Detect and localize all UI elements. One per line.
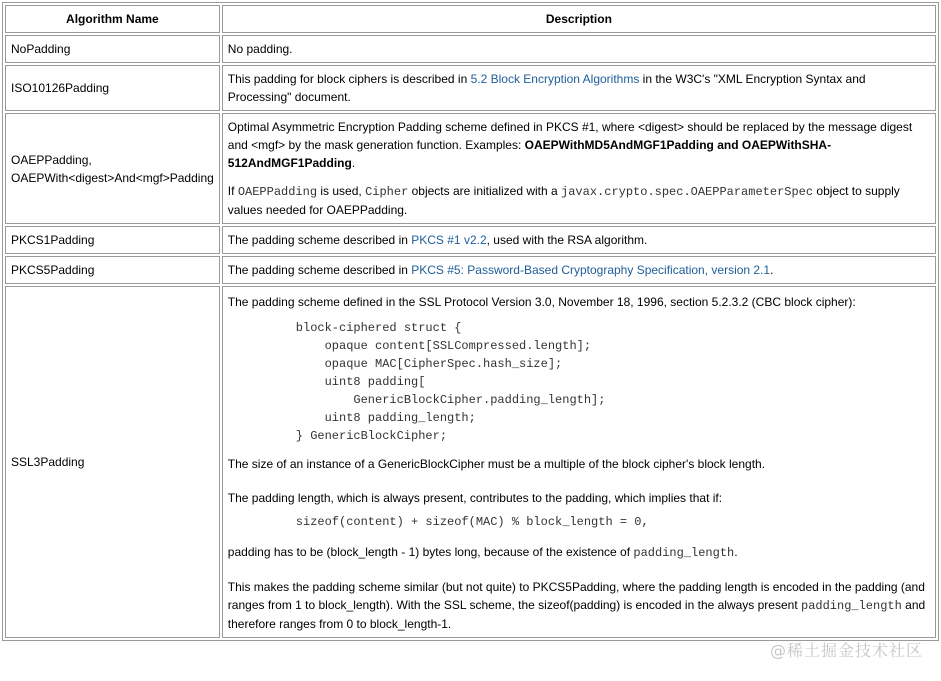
pkcs1-link[interactable]: PKCS #1 v2.2: [411, 233, 487, 247]
description-text: This makes the padding scheme similar (but not quite) to PKCS5Padding, where the padding length is encoded in the padding (and ranges from 1 to block_length). With the SSL scheme, the sizeof(padding) is encoded in the always present: [227, 580, 925, 612]
description-text: padding has to be (block_length - 1) bytes long, because of the existence of: [227, 545, 634, 559]
description-text: .: [351, 156, 356, 170]
description: [222, 286, 936, 638]
table-row: [5, 113, 936, 224]
table-row: [5, 35, 936, 63]
code-block: block-ciphered struct { opaque content[SSLCompressed.length]; opaque MAC[CipherSpec.hash_size]; uint8 padding[ GenericBlockCipher.padding_length]; uint8 padding_length; } GenericBlockCipher;: [295, 321, 606, 443]
code-block: sizeof(content) + sizeof(MAC) % block_length = 0,: [295, 515, 649, 529]
description-text: The padding scheme described in: [227, 233, 412, 247]
description-paragraph: [228, 578, 930, 633]
algorithm-name: NoPadding: [5, 35, 220, 63]
algorithm-name-line: OAEPPadding,: [11, 152, 92, 167]
inline-code: Cipher: [365, 185, 409, 199]
algorithm-name-line: OAEPWith<digest>And<mgf>Padding: [11, 170, 214, 185]
inline-code: OAEPPadding: [237, 185, 318, 199]
inline-code: padding_length: [633, 546, 735, 560]
pkcs5-link[interactable]: PKCS #5: Password-Based Cryptography Specification, version 2.1: [411, 263, 771, 277]
inline-code: padding_length: [801, 599, 902, 613]
description-text: .: [734, 545, 738, 559]
description: [222, 113, 936, 224]
padding-algorithms-table: [2, 2, 939, 641]
algorithm-name: [5, 113, 220, 224]
inline-code: javax.crypto.spec.OAEPParameterSpec: [561, 185, 814, 199]
header-row: [5, 5, 936, 33]
description-text: and: [713, 138, 742, 152]
description-paragraph: The padding scheme defined in the SSL Protocol Version 3.0, November 18, 1996, section 5.2.3.2 (CBC block cipher):: [227, 295, 856, 309]
table-row: [5, 65, 936, 111]
description-text: object to supply values needed for OAEPPadding.: [227, 184, 900, 217]
header-algorithm-name: Algorithm Name: [5, 5, 220, 33]
description-paragraph: The padding length, which is always present, contributes to the padding, which implies that if:: [227, 491, 723, 505]
description: [222, 65, 936, 111]
example-name: OAEPWithSHA-512AndMGF1Padding: [227, 138, 832, 170]
description: [222, 226, 936, 254]
header-description: Description: [222, 5, 936, 33]
description-text: This padding for block ciphers is described in: [227, 72, 471, 86]
table-row: [5, 286, 936, 638]
w3c-link[interactable]: 5.2 Block Encryption Algorithms: [470, 72, 640, 86]
description-paragraph: [228, 118, 930, 172]
description-paragraph: [228, 543, 930, 562]
description-text: .: [770, 263, 774, 277]
description: [222, 256, 936, 284]
description-text: and therefore ranges from 0 to block_length-1.: [227, 598, 926, 631]
description-text: Optimal Asymmetric Encryption Padding scheme defined in PKCS #1, where <digest> should be replaced by the message digest and <mgf> by the mask generation function. Examples:: [227, 120, 913, 152]
example-name: OAEPWithMD5AndMGF1Padding: [524, 138, 714, 152]
table-row: [5, 226, 936, 254]
description-paragraph: The size of an instance of a GenericBlockCipher must be a multiple of the block cipher's block length.: [227, 457, 766, 471]
description-text: in the W3C's "XML Encryption Syntax and Processing" document.: [227, 72, 866, 104]
description-text: The padding scheme described in: [227, 263, 412, 277]
algorithm-name: SSL3Padding: [5, 286, 220, 638]
watermark: @稀土掘金技术社区: [769, 641, 923, 660]
description-text: If: [227, 184, 238, 198]
algorithm-name: PKCS5Padding: [5, 256, 220, 284]
description: No padding.: [222, 35, 936, 63]
description-paragraph: [228, 182, 930, 219]
algorithm-name: PKCS1Padding: [5, 226, 220, 254]
description-text: objects are initialized with a: [408, 184, 562, 198]
description-text: is used,: [317, 184, 366, 198]
algorithm-name: ISO10126Padding: [5, 65, 220, 111]
table-row: [5, 256, 936, 284]
description-text: , used with the RSA algorithm.: [486, 233, 648, 247]
